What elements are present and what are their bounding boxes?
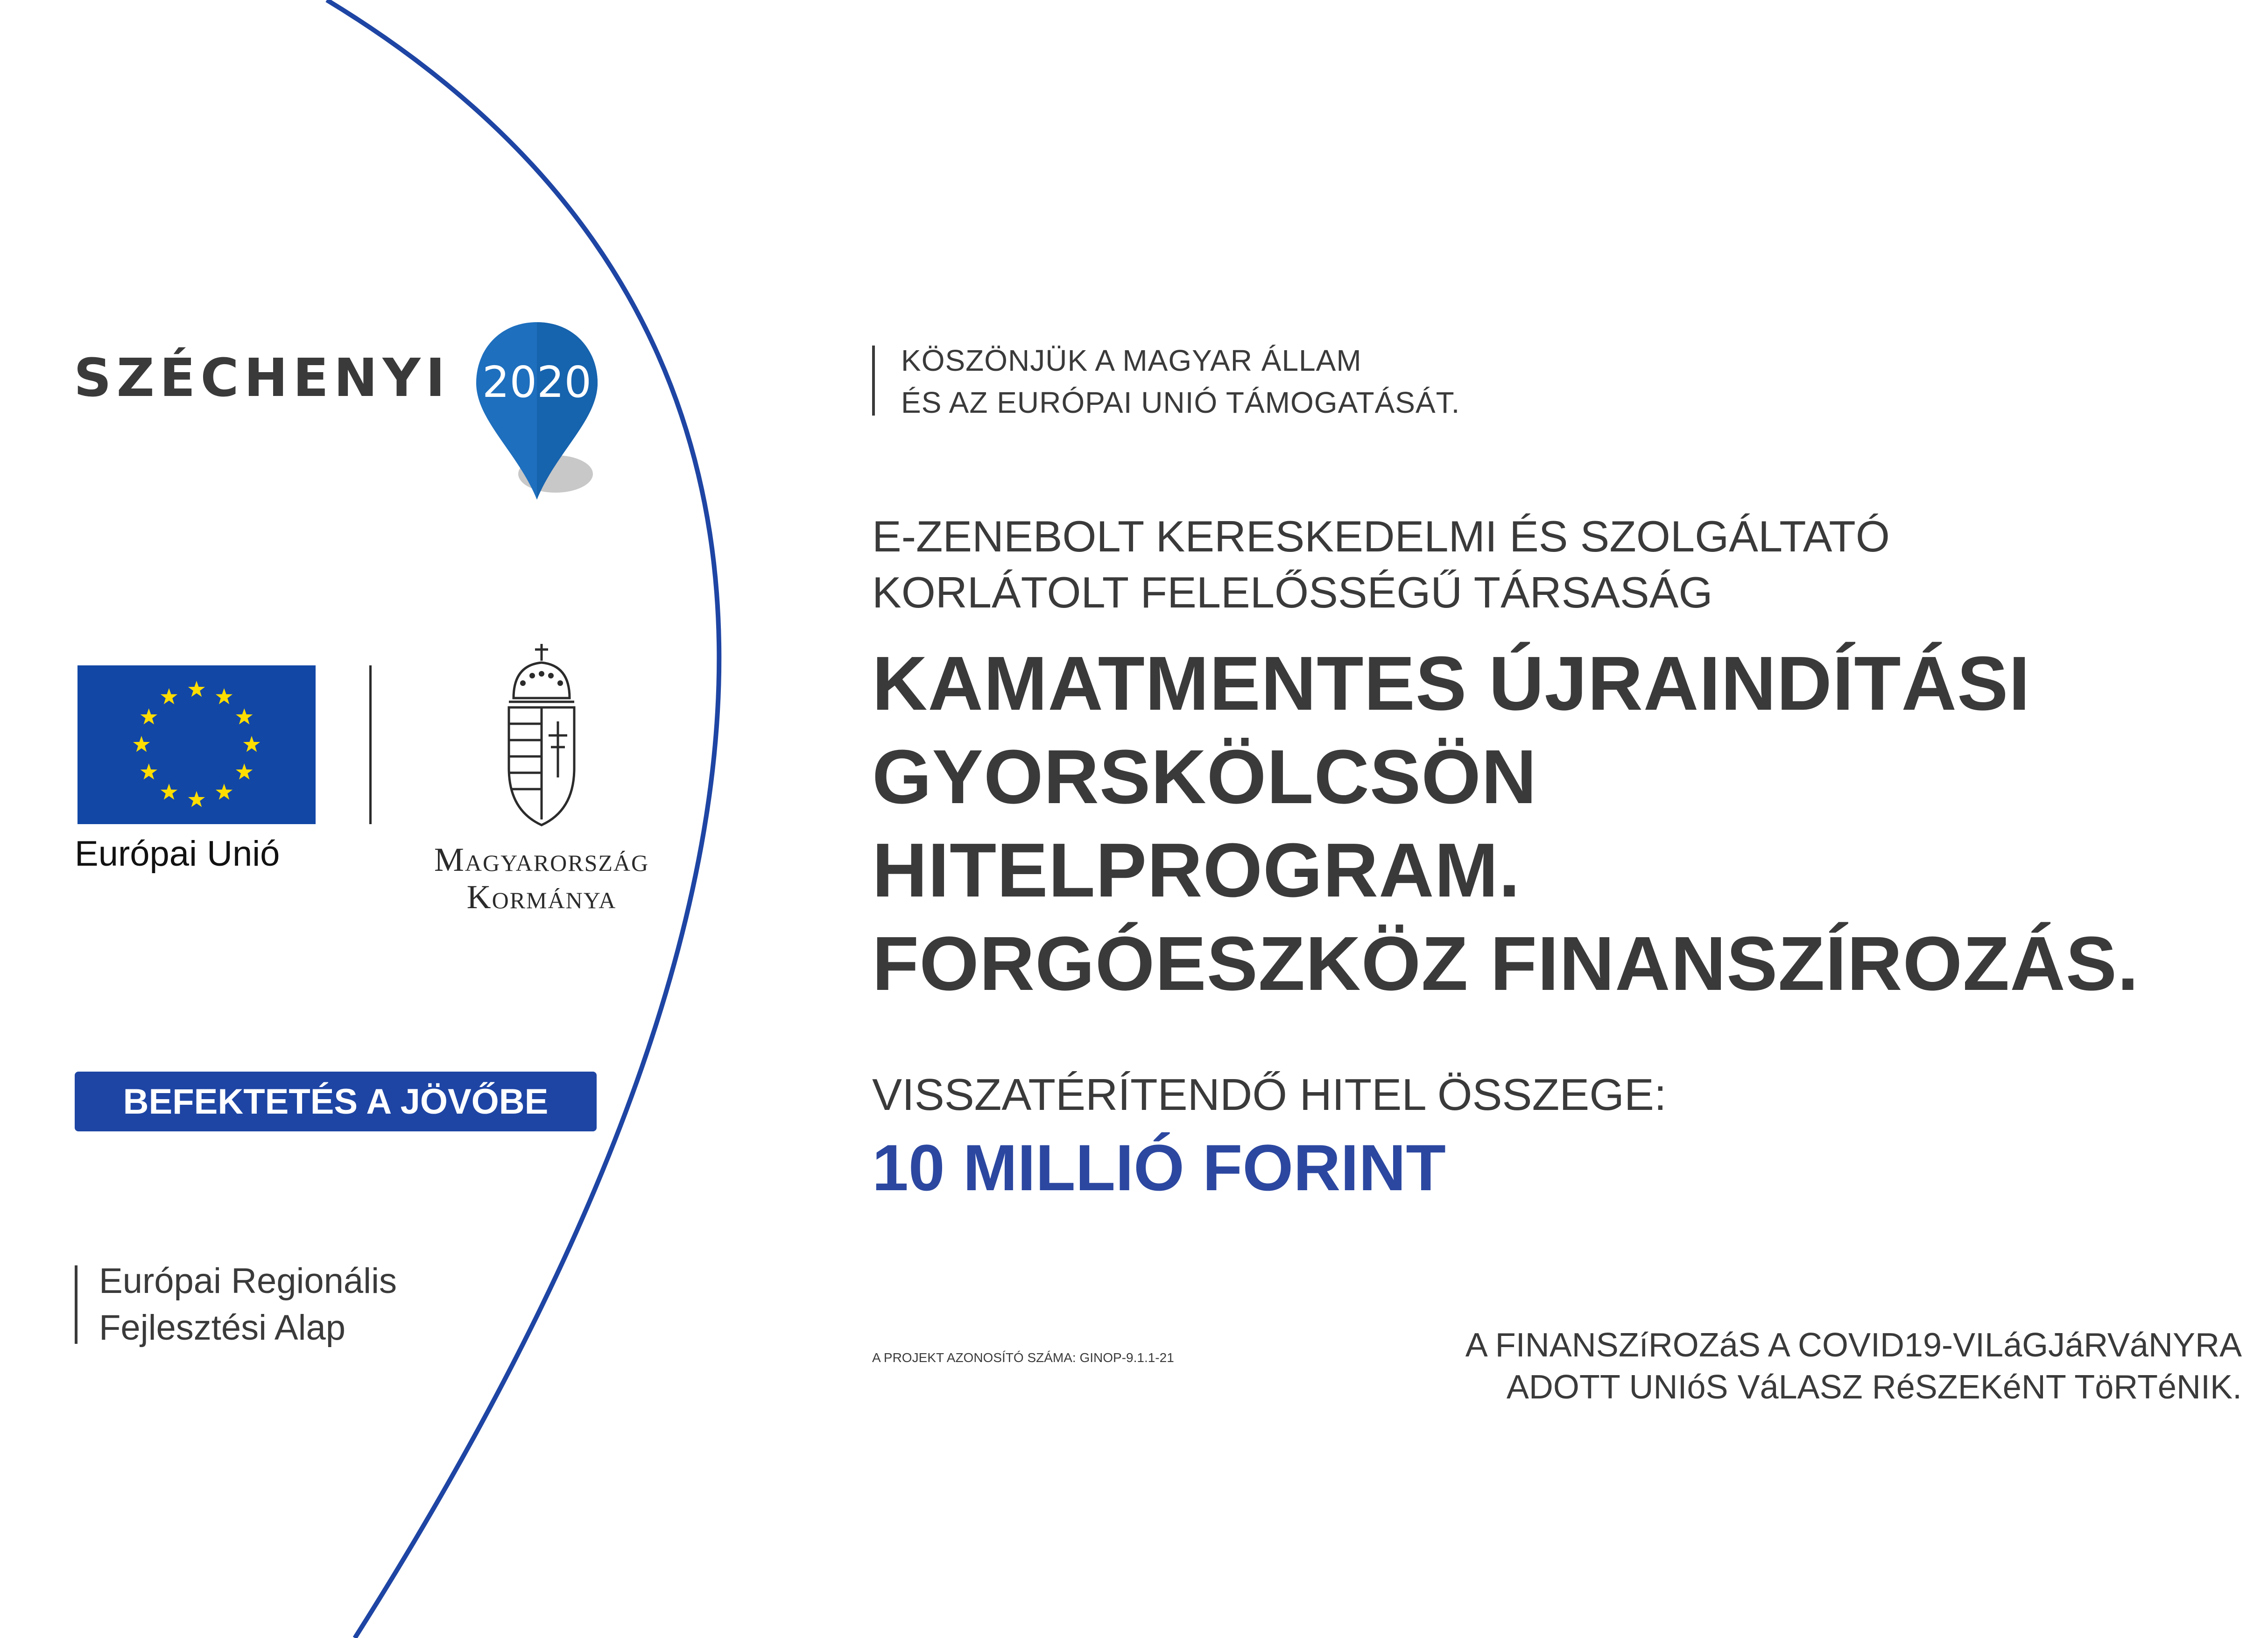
eu-label: Európai Unió (75, 834, 280, 874)
eu-star-icon (236, 763, 253, 779)
eu-star-icon (133, 736, 150, 752)
program-title-line4: FORGÓESZKÖZ FINANSZÍROZÁS. (872, 921, 2139, 1006)
eu-star-icon (141, 763, 157, 779)
eu-star-icon (188, 681, 205, 697)
eu-star-icon (236, 708, 253, 724)
eu-stars-icon (77, 665, 316, 824)
eu-star-icon (161, 688, 177, 704)
loan-amount-label: VISSZATÉRÍTENDŐ HITEL ÖSSZEGE: (872, 1070, 1667, 1120)
project-id: A PROJEKT AZONOSÍTÓ SZÁMA: GINOP-9.1.1-21 (872, 1350, 1174, 1365)
fund-bar (75, 1265, 77, 1344)
covid-note-line2: ADOTT UNIóS VáLASZ RéSZEKéNT TöRTéNIK. (1506, 1369, 2242, 1406)
szechenyi-logo-text: SZÉCHENYI (74, 348, 451, 409)
szechenyi-year: 2020 (482, 357, 592, 407)
fund-name-line2: Fejlesztési Alap (99, 1308, 346, 1348)
program-title-line1: KAMATMENTES ÚJRAINDÍTÁSI (872, 641, 2030, 726)
eu-star-icon (141, 708, 157, 724)
thanks-bar (872, 346, 875, 416)
logo-divider (369, 665, 372, 824)
hungarian-coat-of-arms-icon (495, 642, 588, 829)
eu-star-icon (243, 736, 260, 752)
thanks-line2: ÉS AZ EURÓPAI UNIÓ TÁMOGATÁSÁT. (901, 386, 1460, 419)
eu-star-icon (216, 784, 232, 799)
loan-amount-value: 10 MILLIÓ FORINT (872, 1131, 1446, 1204)
fund-name-line1: Európai Regionális (99, 1261, 397, 1301)
company-name-line2: KORLÁTOLT FELELŐSSÉGŰ TÁRSASÁG (872, 568, 1713, 617)
covid-note-line1: A FINANSZíROZáS A COVID19-VILáGJáRVáNYRA (1465, 1327, 2242, 1364)
program-title-line3: HITELPROGRAM. (872, 827, 1521, 913)
government-name-line2: Kormánya (466, 878, 617, 916)
eu-star-icon (161, 784, 177, 799)
eu-star-icon (188, 791, 205, 807)
eu-flag (77, 665, 316, 824)
invest-in-future-badge: BEFEKTETÉS A JÖVŐBE (75, 1072, 597, 1131)
program-title-line2: GYORSKÖLCSÖN (872, 734, 1537, 819)
eu-star-icon (216, 688, 232, 704)
government-name-line1: Magyarország (434, 841, 649, 878)
location-pin-icon (467, 313, 607, 509)
thanks-line1: KÖSZÖNJÜK A MAGYAR ÁLLAM (901, 344, 1362, 377)
company-name-line1: E-ZENEBOLT KERESKEDELMI ÉS SZOLGÁLTATÓ (872, 512, 1890, 561)
